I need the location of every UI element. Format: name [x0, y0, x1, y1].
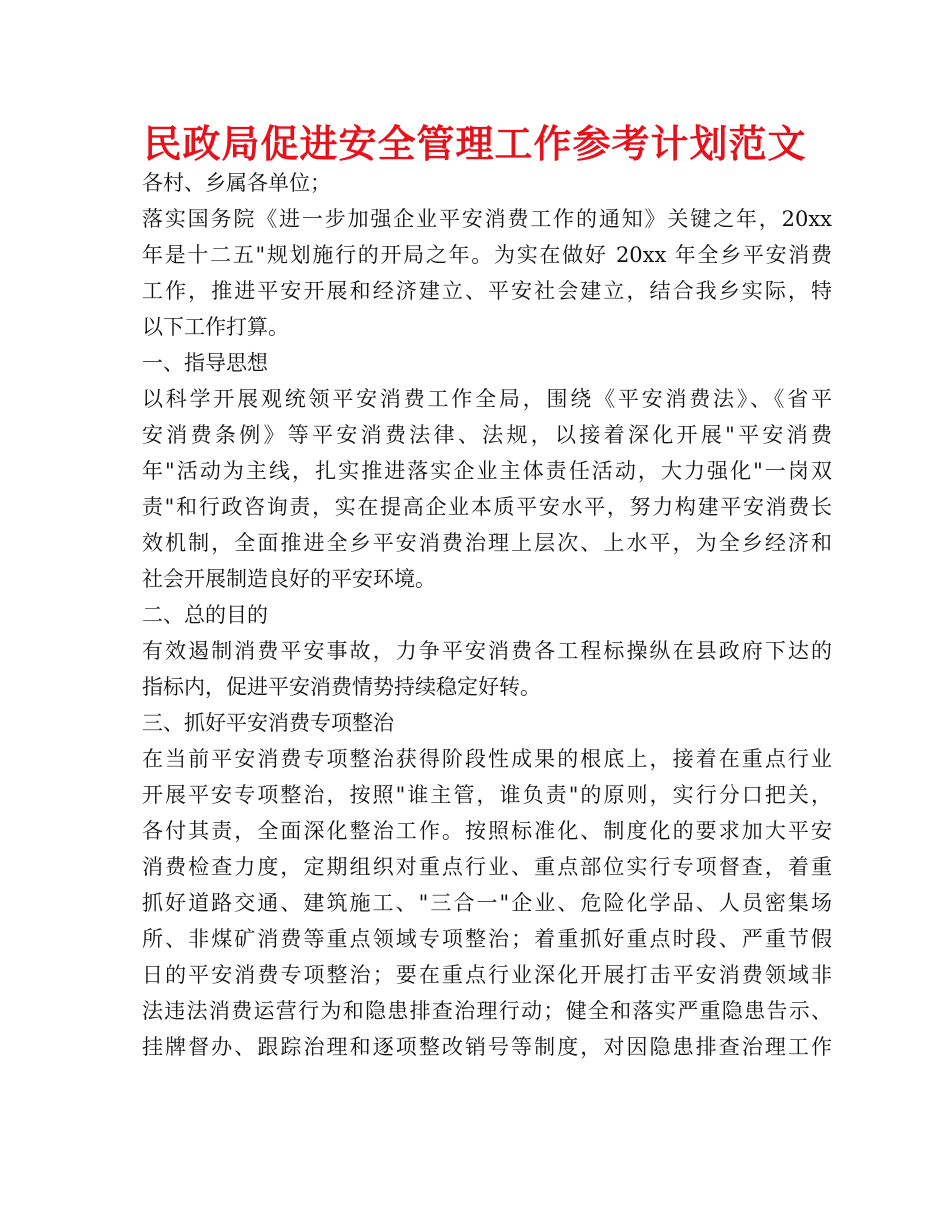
text-line: 在当前平安消费专项整治获得阶段性成果的根底上，接着在重点行业	[142, 747, 832, 771]
text-line: 以科学开展观统领平安消费工作全局，围绕《平安消费法》、《省平	[142, 387, 832, 411]
text-line: 三、抓好平安消费专项整治	[142, 711, 394, 735]
text-line: 挂牌督办、跟踪治理和逐项整改销号等制度，对因隐患排查治理工作	[142, 1035, 832, 1059]
text-line: 社会开展制造良好的平安环境。	[142, 567, 436, 591]
text-line: 安消费条例》等平安消费法律、法规，以接着深化开展"平安消费	[142, 423, 832, 447]
text-line: 所、非煤矿消费等重点领域专项整治；着重抓好重点时段、严重节假	[142, 927, 832, 951]
text-line: 效机制，全面推进全乡平安消费治理上层次、上水平，为全乡经济和	[142, 531, 832, 555]
text-line: 消费检查力度，定期组织对重点行业、重点部位实行专项督查，着重	[142, 855, 832, 879]
text-line: 一、指导思想	[142, 351, 268, 375]
text-line: 有效遏制消费平安事故，力争平安消费各工程标操纵在县政府下达的	[142, 639, 832, 663]
text-line: 开展平安专项整治，按照"谁主管，谁负责"的原则，实行分口把关，	[142, 783, 832, 807]
text-line: 各村、乡属各单位；	[142, 171, 331, 195]
text-line: 二、总的目的	[142, 603, 268, 627]
text-line: 落实国务院《进一步加强企业平安消费工作的通知》关键之年，20xx	[142, 207, 832, 231]
text-line: 责"和行政咨询责，实在提高企业本质平安水平，努力构建平安消费长	[142, 495, 832, 519]
text-line: 日的平安消费专项整治；要在重点行业深化开展打击平安消费领域非	[142, 963, 832, 987]
text-line: 以下工作打算。	[142, 315, 289, 339]
text-line: 年"活动为主线，扎实推进落实企业主体责任活动，大力强化"一岗双	[142, 459, 832, 483]
document-title: 民政局促进安全管理工作参考计划范文	[143, 122, 807, 166]
document-body	[142, 165, 832, 1065]
text-line: 年是十二五"规划施行的开局之年。为实在做好 20xx 年全乡平安消费	[142, 243, 832, 267]
text-line: 法违法消费运营行为和隐患排查治理行动；健全和落实严重隐患告示、	[142, 999, 832, 1023]
text-line: 各付其责，全面深化整治工作。按照标准化、制度化的要求加大平安	[142, 819, 832, 843]
text-line: 指标内，促进平安消费情势持续稳定好转。	[142, 675, 541, 699]
text-line: 工作，推进平安开展和经济建立、平安社会建立，结合我乡实际，特	[142, 279, 832, 303]
text-line: 抓好道路交通、建筑施工、"三合一"企业、危险化学品、人员密集场	[142, 891, 832, 915]
